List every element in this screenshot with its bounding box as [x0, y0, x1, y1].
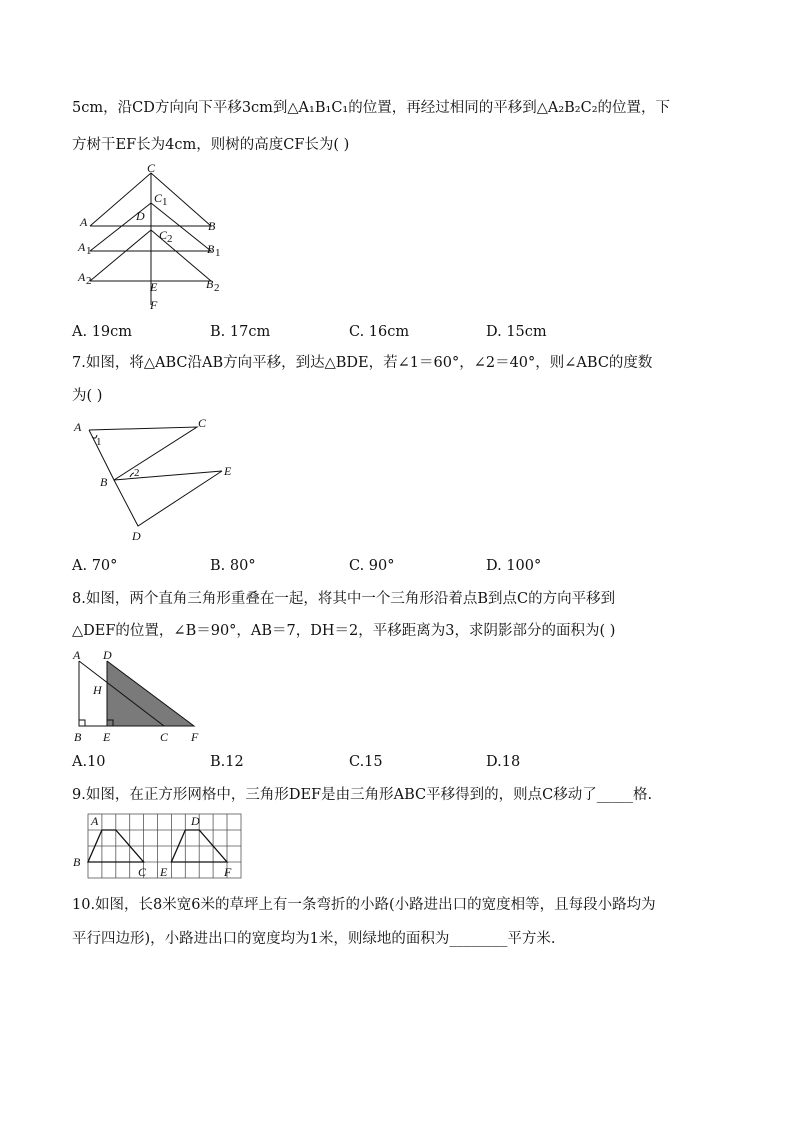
q6-stem-line1: 5cm，沿CD方向向下平移3cm到△A₁B₁C₁的位置，再经过相同的平移到△A₂B₂C₂的位置，下: [72, 100, 671, 116]
q10-stem-line1: 10.如图，长8米宽6米的草坪上有一条弯折的小路(小路进出口的宽度相等，且每段小路均为: [72, 897, 656, 913]
q8-label-H: H: [93, 683, 102, 697]
q9-label-E: E: [160, 865, 168, 879]
q9-label-A: A: [91, 814, 99, 828]
q6-label-C: C: [147, 161, 156, 175]
q8-options: [72, 754, 722, 774]
q7-option-b[interactable]: B. 80°: [210, 558, 256, 574]
q6-label-B1: B: [207, 242, 215, 256]
q6-label-A2-sub: 2: [86, 275, 92, 287]
q8-label-A: A: [73, 648, 81, 662]
q6-label-B2-sub: 2: [214, 282, 220, 294]
q8-option-c[interactable]: C.15: [349, 754, 383, 770]
q6-label-A1: A: [78, 240, 86, 254]
q6-label-C2-sub: 2: [167, 233, 173, 245]
q6-label-B1-sub: 1: [215, 247, 221, 259]
q6-stem-line2: 方树干EF长为4cm，则树的高度CF长为( ): [72, 137, 350, 153]
q7-options: [72, 558, 722, 578]
q6-option-a[interactable]: A. 19cm: [72, 324, 133, 340]
q8-label-D: D: [103, 648, 112, 662]
q7-stem-line1: 7.如图，将△ABC沿AB方向平移，到达△BDE，若∠1＝60°，∠2＝40°，则∠ABC的度数: [72, 355, 653, 371]
q6-label-C1-sub: 1: [162, 196, 168, 208]
q8-label-F: F: [191, 730, 199, 744]
q6-label-A1-sub: 1: [86, 245, 92, 257]
q7-label-E: E: [224, 464, 232, 478]
q6-options: [72, 324, 722, 344]
q8-right-triangles-figure: [72, 646, 212, 746]
q7-stem-line2: 为( ): [72, 388, 103, 404]
q6-tree-figure: [72, 160, 232, 320]
q6-label-B2: B: [206, 277, 214, 291]
q8-stem-line2: △DEF的位置，∠B＝90°，AB＝7，DH＝2，平移距离为3，求阴影部分的面积为( ): [72, 623, 616, 639]
q7-angle-2: 2: [134, 467, 140, 479]
q10-stem-line2: 平行四边形)，小路进出口的宽度均为1米，则绿地的面积为________平方米.: [72, 931, 556, 947]
q6-label-F: F: [150, 298, 158, 312]
q8-label-C: C: [160, 730, 169, 744]
q6-label-E: E: [150, 280, 158, 294]
q7-label-C: C: [198, 416, 207, 430]
q8-label-E: E: [103, 730, 111, 744]
q6-option-b[interactable]: B. 17cm: [210, 324, 271, 340]
q9-grid-figure: [72, 808, 247, 883]
q7-label-A: A: [74, 420, 82, 434]
q9-label-F: F: [224, 865, 232, 879]
q6-label-B: B: [208, 219, 216, 233]
q6-label-C2: C: [159, 228, 168, 242]
q7-option-c[interactable]: C. 90°: [349, 558, 395, 574]
q6-label-A: A: [80, 215, 88, 229]
q7-option-a[interactable]: A. 70°: [72, 558, 118, 574]
q8-option-b[interactable]: B.12: [210, 754, 244, 770]
q7-label-D: D: [132, 529, 141, 543]
q7-angle-1: 1: [96, 436, 102, 448]
q8-option-a[interactable]: A.10: [72, 754, 106, 770]
q7-translation-figure: [72, 415, 242, 545]
q9-stem-line1: 9.如图，在正方形网格中，三角形DEF是由三角形ABC平移得到的，则点C移动了_____格.: [72, 787, 653, 803]
q6-label-D: D: [136, 209, 145, 223]
q6-label-C1: C: [154, 191, 163, 205]
q9-label-C: C: [138, 865, 147, 879]
q7-option-d[interactable]: D. 100°: [486, 558, 542, 574]
q8-label-B: B: [74, 730, 82, 744]
q7-label-B: B: [100, 475, 108, 489]
q8-stem-line1: 8.如图，两个直角三角形重叠在一起，将其中一个三角形沿着点B到点C的方向平移到: [72, 591, 616, 607]
q6-option-d[interactable]: D. 15cm: [486, 324, 547, 340]
q8-option-d[interactable]: D.18: [486, 754, 521, 770]
q6-label-A2: A: [78, 270, 86, 284]
q9-label-B: B: [73, 855, 81, 869]
q6-option-c[interactable]: C. 16cm: [349, 324, 410, 340]
q9-label-D: D: [191, 814, 200, 828]
